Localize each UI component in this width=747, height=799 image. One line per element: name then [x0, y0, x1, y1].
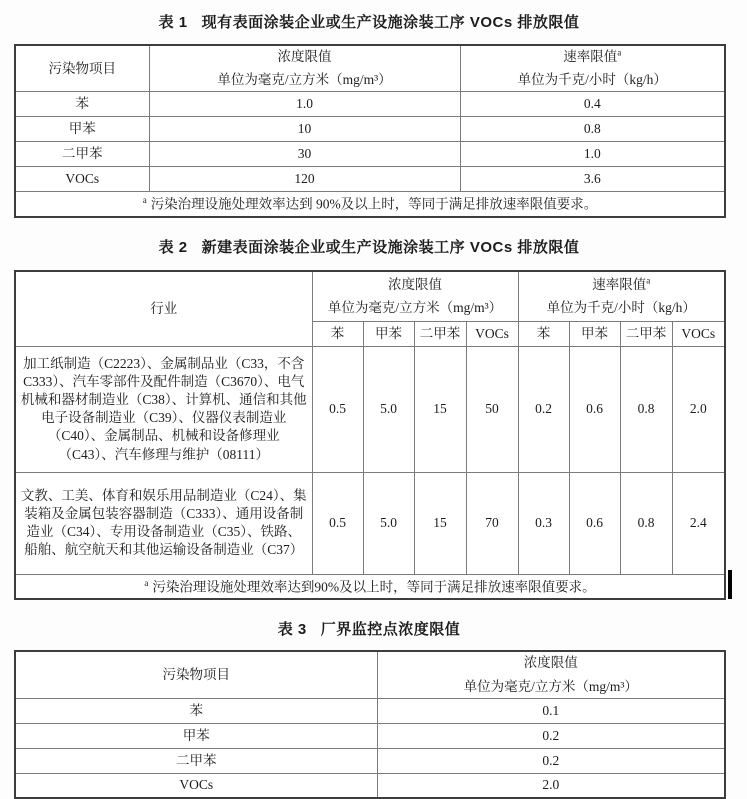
limit-value: 5.0 — [363, 346, 414, 472]
limit-value: 50 — [466, 346, 518, 472]
concentration-value: 120 — [149, 167, 460, 192]
footnote-marker: a — [142, 195, 147, 206]
limit-value: 70 — [466, 472, 518, 574]
table-row — [15, 748, 725, 773]
footnote-text: 污染治理设施处理效率达到90%及以上时，等同于满足排放速率限值要求。 — [152, 579, 596, 595]
subheader-pollutant: VOCs — [672, 321, 725, 346]
pollutant-name: 二甲苯 — [15, 142, 149, 167]
table2-caption: 新建表面涂装企业或生产设施涂装工序 VOCs 排放限值 — [201, 239, 580, 257]
rate-unit-label: 单位为千克/小时（kg/h） — [517, 72, 667, 88]
table3-header-concentration — [377, 651, 725, 698]
industry-description: 文教、工美、体育和娱乐用品制造业（C24）、集装箱及金属包装容器制造（C333）、通用设备制造业（C34）、专用设备制造业（C35）、铁路、船舶、航空航天和其他运输设备制造业（C37） — [15, 472, 312, 574]
pollutant-name: 二甲苯 — [15, 748, 377, 773]
pollutant-name: 苯 — [15, 92, 149, 117]
table-row — [15, 117, 725, 142]
table-row — [15, 142, 725, 167]
rate-value: 0.4 — [460, 92, 725, 117]
rate-limit-text: 速率限值 — [563, 49, 618, 64]
limit-value: 2.4 — [672, 472, 725, 574]
limit-value: 0.6 — [569, 472, 620, 574]
table1-header-row — [15, 45, 725, 92]
table1-footnote-row — [15, 192, 725, 217]
table2-footnote-row — [15, 574, 725, 599]
limit-value: 0.5 — [312, 472, 363, 574]
table-row — [15, 346, 725, 472]
limit-value: 0.8 — [620, 472, 672, 574]
concentration-unit-label: 单位为毫克/立方米（mg/m³） — [217, 72, 392, 88]
limit-value: 0.6 — [569, 346, 620, 472]
table1-header-rate — [460, 45, 725, 92]
table1-footnote — [15, 192, 725, 217]
pollutant-name: 苯 — [15, 698, 377, 723]
concentration-limit-label: 浓度限值 — [523, 655, 578, 671]
table-row — [15, 92, 725, 117]
concentration-value: 0.2 — [377, 748, 725, 773]
table3-header-row — [15, 651, 725, 698]
table2-header-concentration — [312, 271, 518, 321]
concentration-value: 0.1 — [377, 698, 725, 723]
pollutant-name: VOCs — [15, 167, 149, 192]
rate-value: 1.0 — [460, 142, 725, 167]
table3-caption: 厂界监控点浓度限值 — [320, 621, 461, 639]
table1-existing-limits — [14, 44, 726, 218]
table-row — [15, 773, 725, 798]
limit-value: 0.8 — [620, 346, 672, 472]
table-row — [15, 723, 725, 748]
subheader-pollutant: 二甲苯 — [414, 321, 466, 346]
table2-header-industry: 行业 — [15, 271, 312, 346]
concentration-limit-label: 浓度限值 — [388, 276, 442, 292]
scan-artifact-bar — [728, 570, 732, 599]
limit-value: 15 — [414, 472, 466, 574]
table-row — [15, 698, 725, 723]
table1-caption: 现有表面涂装企业或生产设施涂装工序 VOCs 排放限值 — [201, 14, 580, 31]
limit-value: 0.3 — [518, 472, 569, 574]
table1-header-pollutant: 污染物项目 — [15, 45, 149, 92]
table1-title — [14, 11, 724, 32]
limit-value: 15 — [414, 346, 466, 472]
limit-value: 2.0 — [672, 346, 725, 472]
concentration-value: 2.0 — [377, 773, 725, 798]
table2-title — [14, 236, 724, 257]
limit-value: 5.0 — [363, 472, 414, 574]
table-row — [15, 167, 725, 192]
concentration-value: 0.2 — [377, 723, 725, 748]
pollutant-name: 甲苯 — [15, 723, 377, 748]
concentration-unit-label: 单位为毫克/立方米（mg/m³） — [327, 299, 503, 315]
table2-number: 表 2 — [158, 239, 188, 257]
rate-footnote-marker: a — [646, 275, 651, 286]
rate-value: 0.8 — [460, 117, 725, 142]
table1-header-concentration — [149, 45, 460, 92]
footnote-marker: a — [144, 577, 149, 588]
concentration-value: 10 — [149, 117, 460, 142]
concentration-value: 1.0 — [149, 92, 460, 117]
table3-number: 表 3 — [277, 621, 307, 639]
rate-footnote-marker: a — [617, 47, 622, 58]
limit-value: 0.5 — [312, 346, 363, 472]
limit-value: 0.2 — [518, 346, 569, 472]
concentration-unit-label: 单位为毫克/立方米（mg/m³） — [463, 678, 638, 694]
concentration-value: 30 — [149, 142, 460, 167]
subheader-pollutant: 甲苯 — [363, 321, 414, 346]
subheader-pollutant: 二甲苯 — [620, 321, 672, 346]
table2-group-header-row — [15, 271, 725, 321]
industry-description: 加工纸制造（C2223）、金属制品业（C33，不含C333）、汽车零部件及配件制造（C3670）、电气机械和器材制造业（C38）、计算机、通信和其他电子设备制造业（C39）、仪器仪表制造业（C40）、金属制品、机械和设备修理业（C43）、汽车修理与维护（08111） — [15, 346, 312, 472]
concentration-limit-label: 浓度限值 — [277, 49, 332, 64]
table3-boundary-limits — [14, 650, 726, 799]
rate-limit-label — [465, 48, 721, 66]
subheader-pollutant: VOCs — [466, 321, 518, 346]
table2-header-rate — [518, 271, 725, 321]
rate-limit-label — [523, 276, 721, 294]
table1-number: 表 1 — [158, 14, 188, 31]
table3-title — [14, 618, 724, 639]
subheader-pollutant: 苯 — [518, 321, 569, 346]
table2-new-limits — [14, 270, 726, 600]
table3-header-pollutant: 污染物项目 — [15, 651, 377, 698]
pollutant-name: 甲苯 — [15, 117, 149, 142]
rate-value: 3.6 — [460, 167, 725, 192]
pollutant-name: VOCs — [15, 773, 377, 798]
rate-limit-text: 速率限值 — [592, 276, 647, 292]
table-row — [15, 472, 725, 574]
footnote-text: 污染治理设施处理效率达到 90%及以上时，等同于满足排放速率限值要求。 — [150, 196, 598, 212]
subheader-pollutant: 苯 — [312, 321, 363, 346]
rate-unit-label: 单位为千克/小时（kg/h） — [546, 299, 696, 315]
subheader-pollutant: 甲苯 — [569, 321, 620, 346]
table2-footnote — [15, 574, 725, 599]
